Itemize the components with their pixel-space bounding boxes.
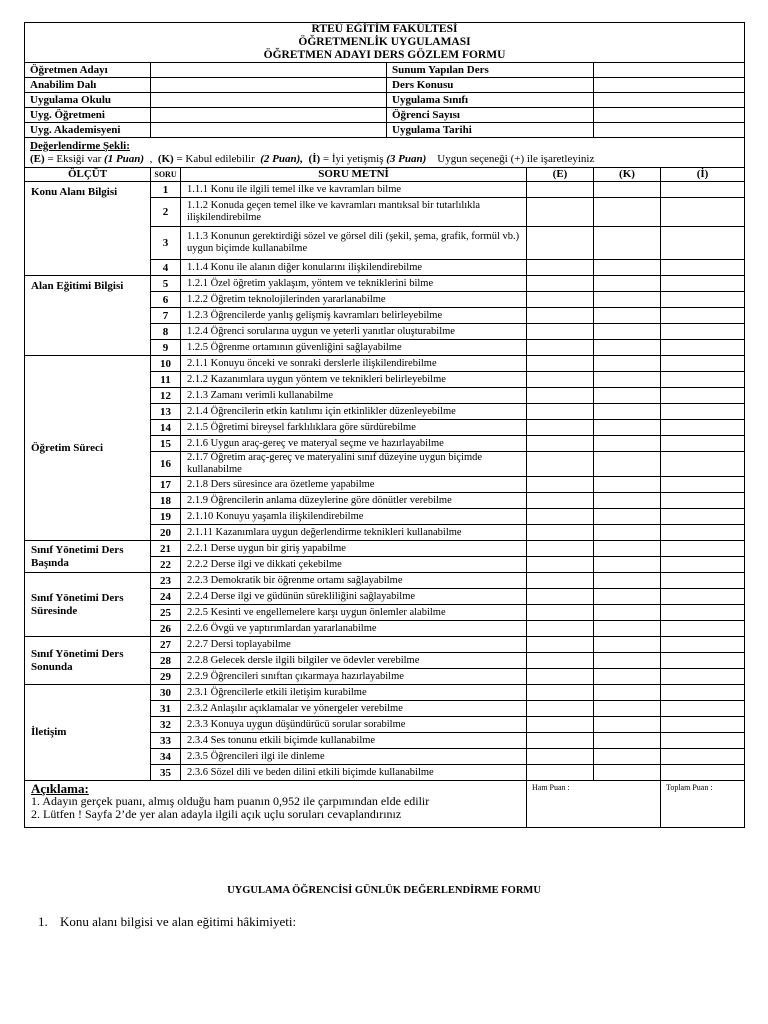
info-input[interactable] [151,78,387,93]
rating-k-cell[interactable] [594,436,661,452]
rating-i-cell[interactable] [661,557,745,573]
col-e: (E) [527,168,594,182]
rating-i-cell[interactable] [661,292,745,308]
rating-e-cell[interactable] [527,717,594,733]
question-number: 23 [151,573,181,589]
question-text: 2.1.5 Öğretimi bireysel farklılıklara göre sürdürebilme [181,420,527,436]
question-text: 2.3.1 Öğrencilerle etkili iletişim kurabilme [181,685,527,701]
question-number: 3 [151,227,181,260]
question-number: 21 [151,541,181,557]
question-text: 2.3.6 Sözel dili ve beden dilini etkili biçimde kullanabilme [181,765,527,781]
rating-e-cell[interactable] [527,420,594,436]
rating-i-cell[interactable] [661,324,745,340]
rating-e-cell[interactable] [527,388,594,404]
info-label: Ders Konusu [387,78,594,93]
rating-i-cell[interactable] [661,340,745,356]
rating-e-cell[interactable] [527,653,594,669]
question-number: 19 [151,509,181,525]
question-number: 35 [151,765,181,781]
rating-i-cell[interactable] [661,685,745,701]
info-row [25,123,745,138]
scale-i-code: (İ) [303,152,321,165]
column-header-row [25,168,745,182]
rating-k-cell[interactable] [594,557,661,573]
rating-i-cell[interactable] [661,573,745,589]
rating-e-cell[interactable] [527,182,594,198]
question-number: 12 [151,388,181,404]
question-number: 2 [151,198,181,227]
question-text: 2.2.6 Övgü ve yaptırımlardan yararlanabilme [181,621,527,637]
raw-score-field[interactable]: Ham Puan : [527,781,661,828]
rating-i-cell[interactable] [661,653,745,669]
rating-e-cell[interactable] [527,260,594,276]
question-row [25,276,745,292]
rating-k-cell[interactable] [594,260,661,276]
rating-k-cell[interactable] [594,685,661,701]
rating-k-cell[interactable] [594,404,661,420]
rating-e-cell[interactable] [527,340,594,356]
criterion-label: Konu Alanı Bilgisi [25,182,151,276]
rating-k-cell[interactable] [594,525,661,541]
rating-i-cell[interactable] [661,372,745,388]
question-number: 1. [38,914,48,929]
header-line-2: ÖĞRETMENLİK UYGULAMASI [298,36,471,48]
info-label: Uyg. Öğretmeni [25,108,151,123]
rating-e-cell[interactable] [527,372,594,388]
rating-i-cell[interactable] [661,276,745,292]
question-text: 2.3.3 Konuya uygun düşündürücü sorular sorabilme [181,717,527,733]
explanation-title: Açıklama: [31,781,89,796]
question-text: 2.1.9 Öğrencilerin anlama düzeylerine göre dönütler verebilme [181,493,527,509]
question-text: 2.2.8 Gelecek dersle ilgili bilgiler ve ödevler verebilme [181,653,527,669]
rating-e-cell[interactable] [527,637,594,653]
rating-e-cell[interactable] [527,308,594,324]
rating-i-cell[interactable] [661,356,745,372]
rating-k-cell[interactable] [594,605,661,621]
question-number: 9 [151,340,181,356]
explanation-note-2: 2. Lütfen ! Sayfa 2’de yer alan adayla ilgili açık uçlu soruları cevaplandırınız [31,807,402,821]
scale-e-code: (E) [30,152,45,165]
rating-k-cell[interactable] [594,701,661,717]
rating-k-cell[interactable] [594,589,661,605]
question-number: 33 [151,733,181,749]
rating-k-cell[interactable] [594,669,661,685]
rating-e-cell[interactable] [527,436,594,452]
question-number: 4 [151,260,181,276]
rating-e-cell[interactable] [527,541,594,557]
rating-e-cell[interactable] [527,452,594,477]
info-input[interactable] [594,78,745,93]
rating-e-cell[interactable] [527,733,594,749]
question-text: 2.2.5 Kesinti ve engellemelere karşı uygun önlemler alabilme [181,605,527,621]
question-number: 25 [151,605,181,621]
rating-k-cell[interactable] [594,717,661,733]
open-question-1 [38,914,296,930]
rating-k-cell[interactable] [594,477,661,493]
explanation-cell [25,781,527,828]
rating-k-cell[interactable] [594,493,661,509]
rating-i-cell[interactable] [661,493,745,509]
question-text: 2.1.3 Zamanı verimli kullanabilme [181,388,527,404]
criterion-label: Sınıf Yönetimi Ders Sonunda [25,637,151,685]
rating-e-cell[interactable] [527,605,594,621]
question-text: 2.2.1 Derse uygun bir giriş yapabilme [181,541,527,557]
rating-k-cell[interactable] [594,541,661,557]
rating-e-cell[interactable] [527,477,594,493]
rating-k-cell[interactable] [594,573,661,589]
question-text: 2.1.4 Öğrencilerin etkin katılımı için etkinlikler düzenleyebilme [181,404,527,420]
explanation-note-1: 1. Adayın gerçek puanı, almış olduğu ham puanın 0,952 ile çarpımından elde edilir [31,794,430,808]
rating-e-cell[interactable] [527,227,594,260]
question-text: 2.1.8 Ders süresince ara özetleme yapabilme [181,477,527,493]
col-i: (İ) [661,168,745,182]
scale-sep1: , [144,152,158,165]
scale-i-text: = İyi yetişmiş [320,152,387,165]
rating-k-cell[interactable] [594,276,661,292]
rating-k-cell[interactable] [594,227,661,260]
rating-e-cell[interactable] [527,685,594,701]
rating-k-cell[interactable] [594,749,661,765]
question-text: 2.3.4 Ses tonunu etkili biçimde kullanabilme [181,733,527,749]
col-no: SORU [151,168,181,182]
question-number: 24 [151,589,181,605]
question-text: 2.2.7 Dersi toplayabilme [181,637,527,653]
rating-k-cell[interactable] [594,509,661,525]
question-text: 2.2.3 Demokratik bir öğrenme ortamı sağlayabilme [181,573,527,589]
rating-e-cell[interactable] [527,356,594,372]
footer-row [25,781,745,828]
rating-e-cell[interactable] [527,493,594,509]
question-text: 2.2.9 Öğrencileri sınıftan çıkarmaya hazırlayabilme [181,669,527,685]
scale-row [25,138,745,168]
rating-k-cell[interactable] [594,637,661,653]
info-input[interactable] [594,93,745,108]
question-number: 13 [151,404,181,420]
rating-e-cell[interactable] [527,292,594,308]
col-criterion: ÖLÇÜT [25,168,151,182]
info-row [25,93,745,108]
criterion-label: Alan Eğitimi Bilgisi [25,276,151,356]
rating-i-cell[interactable] [661,749,745,765]
rating-i-cell[interactable] [661,621,745,637]
rating-e-cell[interactable] [527,573,594,589]
rating-k-cell[interactable] [594,420,661,436]
question-number: 32 [151,717,181,733]
question-number: 34 [151,749,181,765]
info-input[interactable] [594,108,745,123]
col-question: SORU METNİ [181,168,527,182]
info-input[interactable] [151,93,387,108]
rating-i-cell[interactable] [661,260,745,276]
rating-i-cell[interactable] [661,717,745,733]
scale-instr: Uygun seçeneği (+) ile işaretleyiniz [426,152,595,165]
rating-i-cell[interactable] [661,308,745,324]
rating-k-cell[interactable] [594,340,661,356]
rating-i-cell[interactable] [661,541,745,557]
rating-e-cell[interactable] [527,589,594,605]
rating-i-cell[interactable] [661,420,745,436]
question-number: 10 [151,356,181,372]
rating-i-cell[interactable] [661,589,745,605]
scale-k-text: = Kabul edilebilir [173,152,261,165]
rating-e-cell[interactable] [527,324,594,340]
rating-i-cell[interactable] [661,765,745,781]
rating-k-cell[interactable] [594,765,661,781]
question-text: 1.2.4 Öğrenci sorularına uygun ve yeterli yanıtlar oluşturabilme [181,324,527,340]
rating-e-cell[interactable] [527,276,594,292]
total-score-field[interactable]: Toplam Puan : [661,781,745,828]
daily-evaluation-subtitle: UYGULAMA ÖĞRENCİSİ GÜNLÜK DEĞERLENDİRME FORMU [227,885,541,896]
rating-i-cell[interactable] [661,669,745,685]
scale-e-text: = Eksiği var [44,152,105,165]
question-text: 2.3.2 Anlaşılır açıklamalar ve yönergeler verebilme [181,701,527,717]
info-label: Uygulama Sınıfı [387,93,594,108]
scale-i-pts: (3 Puan) [386,152,427,165]
info-label: Uyg. Akademisyeni [25,123,151,138]
rating-e-cell[interactable] [527,557,594,573]
question-text: 2.1.6 Uygun araç-gereç ve materyal seçme ve hazırlayabilme [181,436,527,452]
question-number: 5 [151,276,181,292]
rating-i-cell[interactable] [661,404,745,420]
question-number: 30 [151,685,181,701]
rating-i-cell[interactable] [661,701,745,717]
question-text: 1.1.1 Konu ile ilgili temel ilke ve kavramları bilme [181,182,527,198]
rating-e-cell[interactable] [527,509,594,525]
scale-title: Değerlendirme Şekli: [30,140,130,152]
criterion-label: İletişim [25,685,151,781]
rating-i-cell[interactable] [661,227,745,260]
question-text: 2.1.11 Kazanımlara uygun değerlendirme teknikleri kullanabilme [181,525,527,541]
question-number: 27 [151,637,181,653]
rating-k-cell[interactable] [594,733,661,749]
question-text: 2.1.1 Konuyu önceki ve sonraki derslerle ilişkilendirebilme [181,356,527,372]
info-label: Öğrenci Sayısı [387,108,594,123]
rating-k-cell[interactable] [594,308,661,324]
criterion-label: Sınıf Yönetimi Ders Süresinde [25,573,151,637]
rating-k-cell[interactable] [594,182,661,198]
question-number: 26 [151,621,181,637]
question-text: 2.2.4 Derse ilgi ve güdünün sürekliliğini sağlayabilme [181,589,527,605]
question-number: 22 [151,557,181,573]
question-text: 1.2.3 Öğrencilerde yanlış gelişmiş kavramları belirleyebilme [181,308,527,324]
info-label: Uygulama Okulu [25,93,151,108]
question-text: 1.2.2 Öğretim teknolojilerinden yararlanabilme [181,292,527,308]
question-text: 2.2.2 Derse ilgi ve dikkati çekebilme [181,557,527,573]
question-row [25,637,745,653]
rating-e-cell[interactable] [527,621,594,637]
question-number: 29 [151,669,181,685]
col-k: (K) [594,168,661,182]
rating-i-cell[interactable] [661,436,745,452]
info-label: Uygulama Tarihi [387,123,594,138]
form-header [25,23,745,63]
question-number: 20 [151,525,181,541]
rating-k-cell[interactable] [594,388,661,404]
rating-i-cell[interactable] [661,605,745,621]
scale-k-pts: (2 Puan), [260,152,304,165]
rating-e-cell[interactable] [527,404,594,420]
rating-i-cell[interactable] [661,198,745,227]
info-input[interactable] [151,63,387,78]
question-number: 8 [151,324,181,340]
info-input[interactable] [594,63,745,78]
info-row [25,63,745,78]
info-input[interactable] [151,108,387,123]
question-number: 11 [151,372,181,388]
rating-i-cell[interactable] [661,182,745,198]
rating-e-cell[interactable] [527,749,594,765]
scale-k-code: (K) [157,152,174,165]
rating-k-cell[interactable] [594,372,661,388]
question-text: 1.1.4 Konu ile alanın diğer konularını ilişkilendirebilme [181,260,527,276]
question-number: 6 [151,292,181,308]
question-number: 7 [151,308,181,324]
observation-form [24,22,745,828]
question-text: 1.1.3 Konunun gerektirdiği sözel ve görsel dili (şekil, şema, grafik, formül vb.) uygun biçimde kullanabilme [181,227,527,260]
rating-k-cell[interactable] [594,621,661,637]
rating-i-cell[interactable] [661,452,745,477]
rating-k-cell[interactable] [594,356,661,372]
rating-k-cell[interactable] [594,198,661,227]
rating-k-cell[interactable] [594,452,661,477]
question-text: 1.1.2 Konuda geçen temel ilke ve kavramları mantıksal bir tutarlılıkla ilişkilendirebilme [181,198,527,227]
rating-i-cell[interactable] [661,509,745,525]
question-number: 16 [151,452,181,477]
question-number: 28 [151,653,181,669]
rating-i-cell[interactable] [661,733,745,749]
question-text: 2.1.2 Kazanımlara uygun yöntem ve teknikleri belirleyebilme [181,372,527,388]
header-line-1: RTEÜ EĞİTİM FAKÜLTESİ [311,23,458,35]
rating-k-cell[interactable] [594,292,661,308]
info-input[interactable] [594,123,745,138]
rating-e-cell[interactable] [527,525,594,541]
question-text: 1.2.5 Öğrenme ortamının güvenliğini sağlayabilme [181,340,527,356]
question-text: 2.1.7 Öğretim araç-gereç ve materyalini sınıf düzeyine uygun biçimde kullanabilme [181,452,527,477]
rating-k-cell[interactable] [594,653,661,669]
question-text: 2.3.5 Öğrencileri ilgi ile dinleme [181,749,527,765]
info-input[interactable] [151,123,387,138]
question-number: 17 [151,477,181,493]
rating-e-cell[interactable] [527,701,594,717]
info-label: Anabilim Dalı [25,78,151,93]
question-text: 1.2.1 Özel öğretim yaklaşım, yöntem ve tekniklerini bilme [181,276,527,292]
scale-line [30,153,739,166]
question-text: Konu alanı bilgisi ve alan eğitimi hâkimiyeti: [60,914,297,929]
rating-i-cell[interactable] [661,477,745,493]
info-label: Öğretmen Adayı [25,63,151,78]
rating-k-cell[interactable] [594,324,661,340]
rating-e-cell[interactable] [527,669,594,685]
question-number: 1 [151,182,181,198]
question-number: 31 [151,701,181,717]
rating-i-cell[interactable] [661,637,745,653]
scale-e-pts: (1 Puan) [104,152,145,165]
info-label: Sunum Yapılan Ders [387,63,594,78]
question-row [25,356,745,372]
question-row [25,573,745,589]
criterion-label: Sınıf Yönetimi Ders Başında [25,541,151,573]
question-row [25,182,745,198]
rating-e-cell[interactable] [527,765,594,781]
question-row [25,685,745,701]
question-number: 14 [151,420,181,436]
criterion-label: Öğretim Süreci [25,356,151,541]
info-row [25,78,745,93]
question-text: 2.1.10 Konuyu yaşamla ilişkilendirebilme [181,509,527,525]
question-row [25,541,745,557]
scale-cell [25,138,745,168]
rating-e-cell[interactable] [527,198,594,227]
header-line-3: ÖĞRETMEN ADAYI DERS GÖZLEM FORMU [263,49,506,61]
rating-i-cell[interactable] [661,388,745,404]
question-number: 18 [151,493,181,509]
rating-i-cell[interactable] [661,525,745,541]
info-row [25,108,745,123]
question-number: 15 [151,436,181,452]
